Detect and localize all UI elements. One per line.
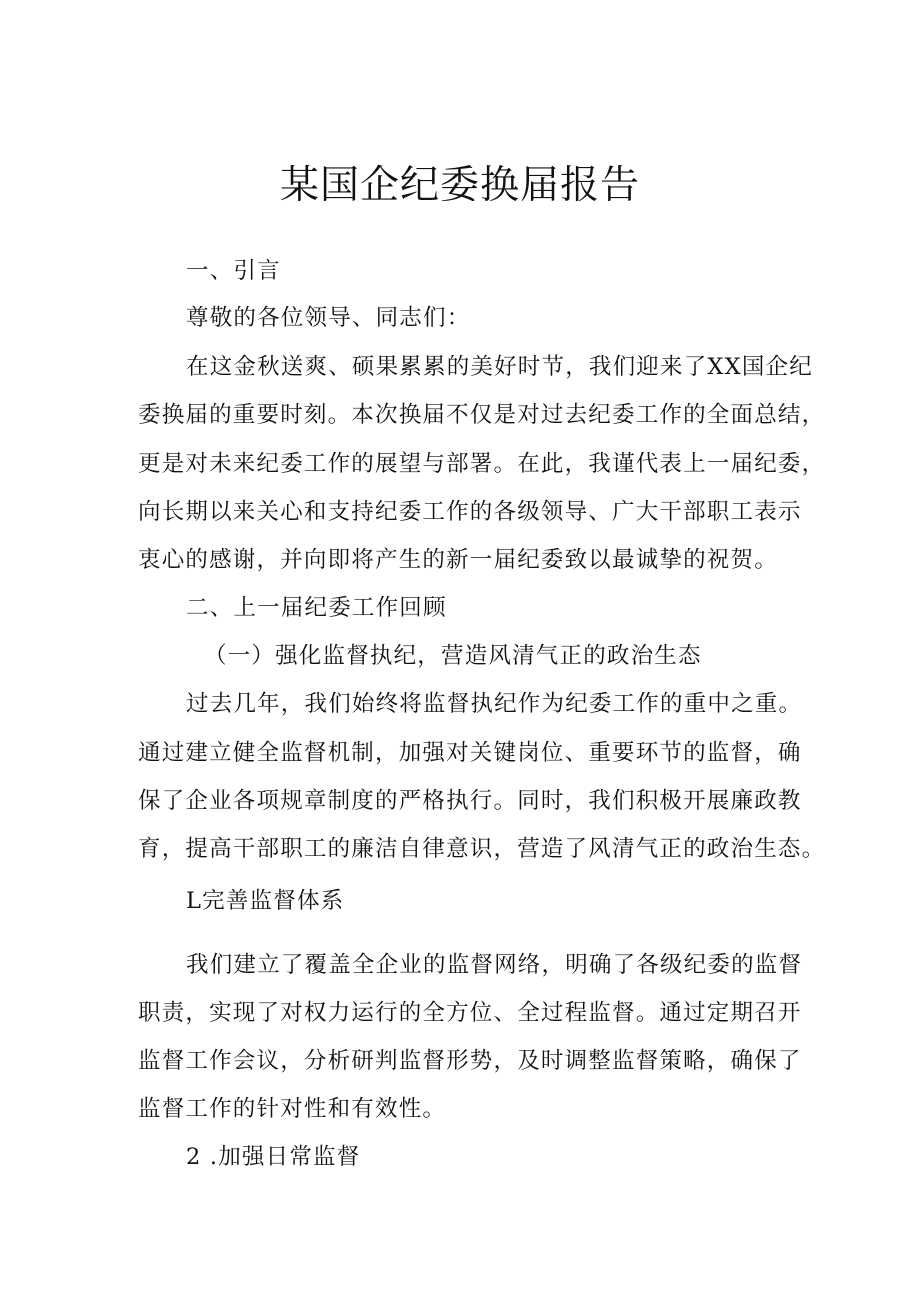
paragraph-line: 监督工作会议，分析研判监督形势，及时调整监督策略，确保了 — [138, 1048, 802, 1074]
paragraph-line: 向长期以来关心和支持纪委工作的各级领导、广大干部职工表示 — [138, 499, 802, 525]
document-title: 某国企纪委换届报告 — [279, 163, 640, 208]
item-heading: 2 .加强日常监督 — [186, 1144, 361, 1170]
paragraph-line: 委换届的重要时刻。本次换届不仅是对过去纪委工作的全面总结， — [138, 402, 826, 428]
paragraph-line: 监督工作的针对性和有效性。 — [138, 1096, 447, 1122]
section-heading-review: 二、上一届纪委工作回顾 — [186, 595, 447, 621]
subsection-heading: （一）强化监督执纪，营造风清气正的政治生态 — [204, 643, 702, 669]
salutation: 尊敬的各位领导、同志们： — [186, 305, 471, 331]
paragraph-line: 育，提高干部职工的廉洁自律意识，营造了风清气正的政治生态。 — [138, 836, 826, 862]
section-heading-introduction: 一、引言 — [186, 258, 281, 284]
paragraph-line: 职责，实现了对权力运行的全方位、全过程监督。通过定期召开 — [138, 1000, 802, 1026]
paragraph-line: 更是对未来纪委工作的展望与部署。在此，我谨代表上一届纪委， — [138, 451, 826, 477]
paragraph-line: 保了企业各项规章制度的严格执行。同时，我们积极开展廉政教 — [138, 788, 802, 814]
paragraph-line: 过去几年，我们始终将监督执纪作为纪委工作的重中之重。 — [186, 691, 803, 717]
paragraph-line: 通过建立健全监督机制，加强对关键岗位、重要环节的监督，确 — [138, 740, 802, 766]
paragraph-line: 衷心的感谢，并向即将产生的新一届纪委致以最诚挚的祝贺。 — [138, 547, 778, 573]
item-heading: L完善监督体系 — [186, 888, 345, 914]
paragraph-line: 我们建立了覆盖全企业的监督网络，明确了各级纪委的监督 — [186, 952, 803, 978]
paragraph-line: 在这金秋送爽、硕果累累的美好时节，我们迎来了XX国企纪 — [186, 354, 813, 380]
